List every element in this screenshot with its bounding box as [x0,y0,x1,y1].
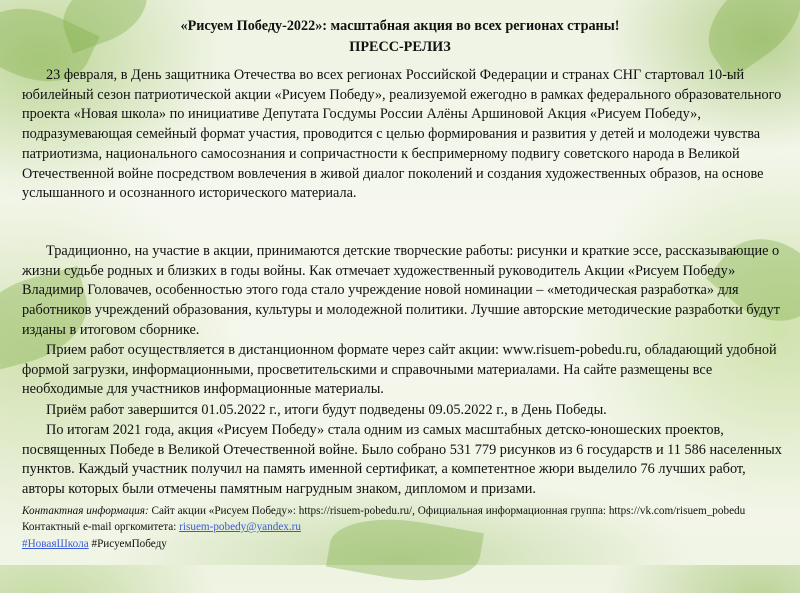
contact-email-link[interactable]: risuem-pobedy@yandex.ru [179,521,301,533]
contact-label: Контактная информация: [22,505,149,517]
hashtag-link-new-school[interactable]: #НоваяШкола [22,538,89,550]
hashtag-text: #РисуемПобеду [88,538,167,550]
contact-text: Сайт акции «Рисуем Победу»: https://risuem-pobedu.ru/, Официальная информационная группа: https://vk.com/risuem_pobedu Контактный e-mail оргкомитета: [22,505,746,533]
paragraph-submission: Прием работ осуществляется в дистанционном формате через сайт акции: www.risuem-pobedu.ru, обладающий удобной формой загрузки, информационными, просветительскими и справочными материалами. На сайте размещены все необходимые для участников информационные материалы. [22,342,777,398]
hashtags [22,536,167,552]
paragraph-traditions: Традиционно, на участие в акции, принимаются детские творческие работы: рисунки и краткие эссе, рассказывающие о жизни судьбе родных и близких в годы войны. Как отмечает художественный руководитель Акции «Рисуем Победу» Владимир Головачев, особенностью этого года стало учреждение новой номинации – «методическая разработка» для работников учреждений образования, культуры и молодежной политики. Лучшие авторские методические разработки будут изданы в итоговом сборнике. [22,243,780,338]
document-title: «Рисуем Победу-2022»: масштабная акция во всех регионах страны! [180,18,620,34]
paragraph-intro: 23 февраля, в День защитника Отечества во всех регионах Российской Федерации и странах СНГ стартовал 10-ый юбилейный сезон патриотической акции «Рисуем Победу», реализуемой ежегодно в рамках федерального образовательного проекта «Новая школа» по инициативе Депутата Госдумы России Алёны Аршиновой Акция «Рисуем Победу», подразумевающая семейный формат участия, проводится с целью формирования и развития у детей и молодежи чувства патриотизма, национального самосознания и сопричастности к беспримерному подвигу советского народа в Великой Отечественной войне посредством вовлечения в живой диалог поколений и создания художественных образов, на основе услышанного и осознанного исторического материала. [22,67,782,202]
paragraph-deadline: Приём работ завершится 01.05.2022 г., итоги будут подведены 09.05.2022 г., в День Победы. [46,402,607,418]
contact-info [22,503,792,535]
document-subtitle: ПРЕСС-РЕЛИЗ [349,39,451,55]
paragraph-results: По итогам 2021 года, акция «Рисуем Победу» стала одним из самых масштабных детско-юношеских проектов, посвященных Победе в Великой Отечественной войне. Было собрано 531 779 рисунков из 6 государств и 11 586 населенных пунктов. Каждый участник получил на память именной сертификат, а компетентное жюри выделило 76 лучших работ, авторы которых были отмечены памятным нагрудным знаком, дипломом и призами. [22,422,782,498]
